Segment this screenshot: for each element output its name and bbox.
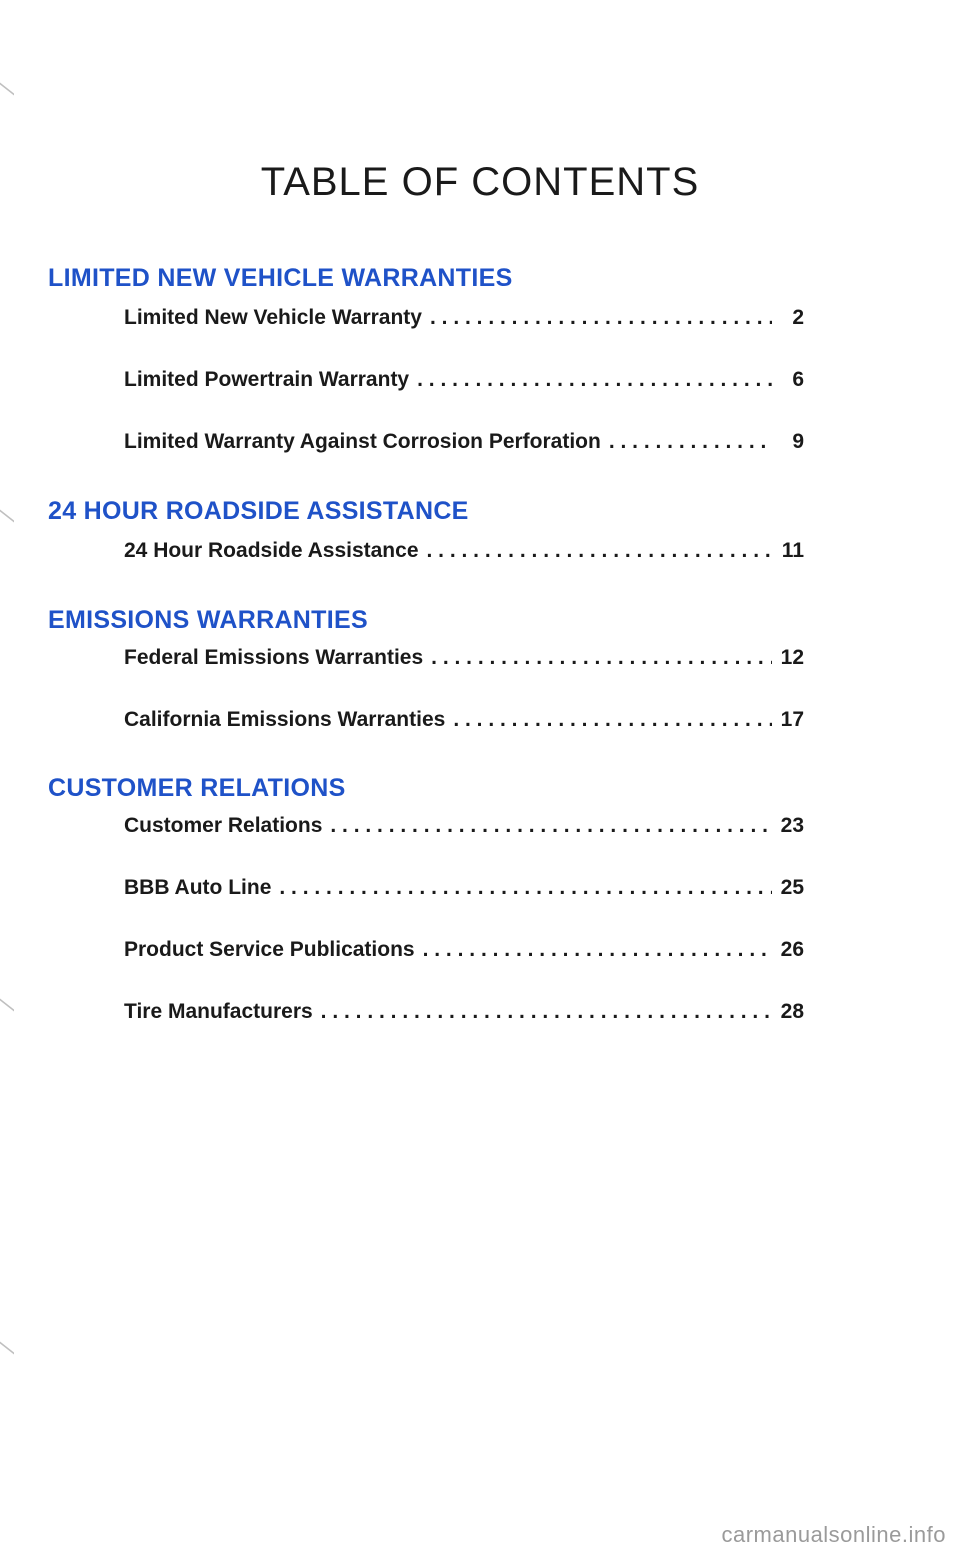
- dot-leader: [321, 1000, 772, 1024]
- dot-leader: [330, 814, 772, 838]
- toc-entry-label: Limited Warranty Against Corrosion Perforation: [124, 430, 601, 453]
- toc-entry-label: California Emissions Warranties: [124, 708, 446, 731]
- binder-hole-mark: [0, 510, 14, 539]
- section-heading-emissions-warranties: EMISSIONS WARRANTIES: [48, 606, 368, 634]
- dot-leader: [431, 646, 772, 670]
- toc-entry-page: 25: [780, 876, 804, 899]
- dot-leader: [430, 306, 772, 330]
- toc-entry-page: 6: [792, 368, 804, 391]
- section-heading-customer-relations: CUSTOMER RELATIONS: [48, 774, 346, 802]
- toc-entry[interactable]: [124, 646, 804, 670]
- toc-entry[interactable]: [124, 430, 804, 454]
- dot-leader: [279, 876, 772, 900]
- toc-entry[interactable]: [124, 306, 804, 330]
- dot-leader: [423, 938, 772, 962]
- binder-hole-mark: [0, 999, 14, 1028]
- toc-entry[interactable]: [124, 708, 804, 732]
- toc-entry[interactable]: [124, 539, 804, 563]
- dot-leader: [427, 539, 773, 563]
- toc-entry-page: 17: [780, 708, 804, 731]
- toc-entry-page: 23: [780, 814, 804, 837]
- toc-entry[interactable]: [124, 1000, 804, 1024]
- toc-entry-label: Customer Relations: [124, 814, 323, 837]
- toc-entry-label: Tire Manufacturers: [124, 1000, 313, 1023]
- dot-leader: [609, 430, 772, 454]
- toc-entry-label: Limited New Vehicle Warranty: [124, 306, 422, 329]
- page-title: TABLE OF CONTENTS: [260, 160, 700, 204]
- toc-entry[interactable]: [124, 876, 804, 900]
- section-heading-limited-new-vehicle-warranties: LIMITED NEW VEHICLE WARRANTIES: [48, 264, 513, 292]
- toc-entry-page: 28: [780, 1000, 804, 1023]
- toc-entry-page: 26: [780, 938, 804, 961]
- dot-leader: [453, 708, 772, 732]
- dot-leader: [417, 368, 772, 392]
- watermark-text: carmanualsonline.info: [721, 1522, 946, 1547]
- toc-entry[interactable]: [124, 814, 804, 838]
- toc-entry-label: 24 Hour Roadside Assistance: [124, 539, 419, 562]
- section-heading-24-hour-roadside-assistance: 24 HOUR ROADSIDE ASSISTANCE: [48, 497, 469, 525]
- toc-entry-label: Limited Powertrain Warranty: [124, 368, 410, 391]
- toc-entry[interactable]: [124, 938, 804, 962]
- toc-entry-page: 12: [780, 646, 804, 669]
- toc-entry-page: 9: [792, 430, 804, 453]
- toc-entry-label: Federal Emissions Warranties: [124, 646, 424, 669]
- binder-hole-mark: [0, 83, 14, 112]
- toc-entry-page: 2: [792, 306, 804, 329]
- toc-entry-label: Product Service Publications: [124, 938, 415, 961]
- toc-entry-label: BBB Auto Line: [124, 876, 272, 899]
- toc-entry-page: 11: [781, 539, 804, 562]
- binder-hole-mark: [0, 1342, 14, 1371]
- toc-entry[interactable]: [124, 368, 804, 392]
